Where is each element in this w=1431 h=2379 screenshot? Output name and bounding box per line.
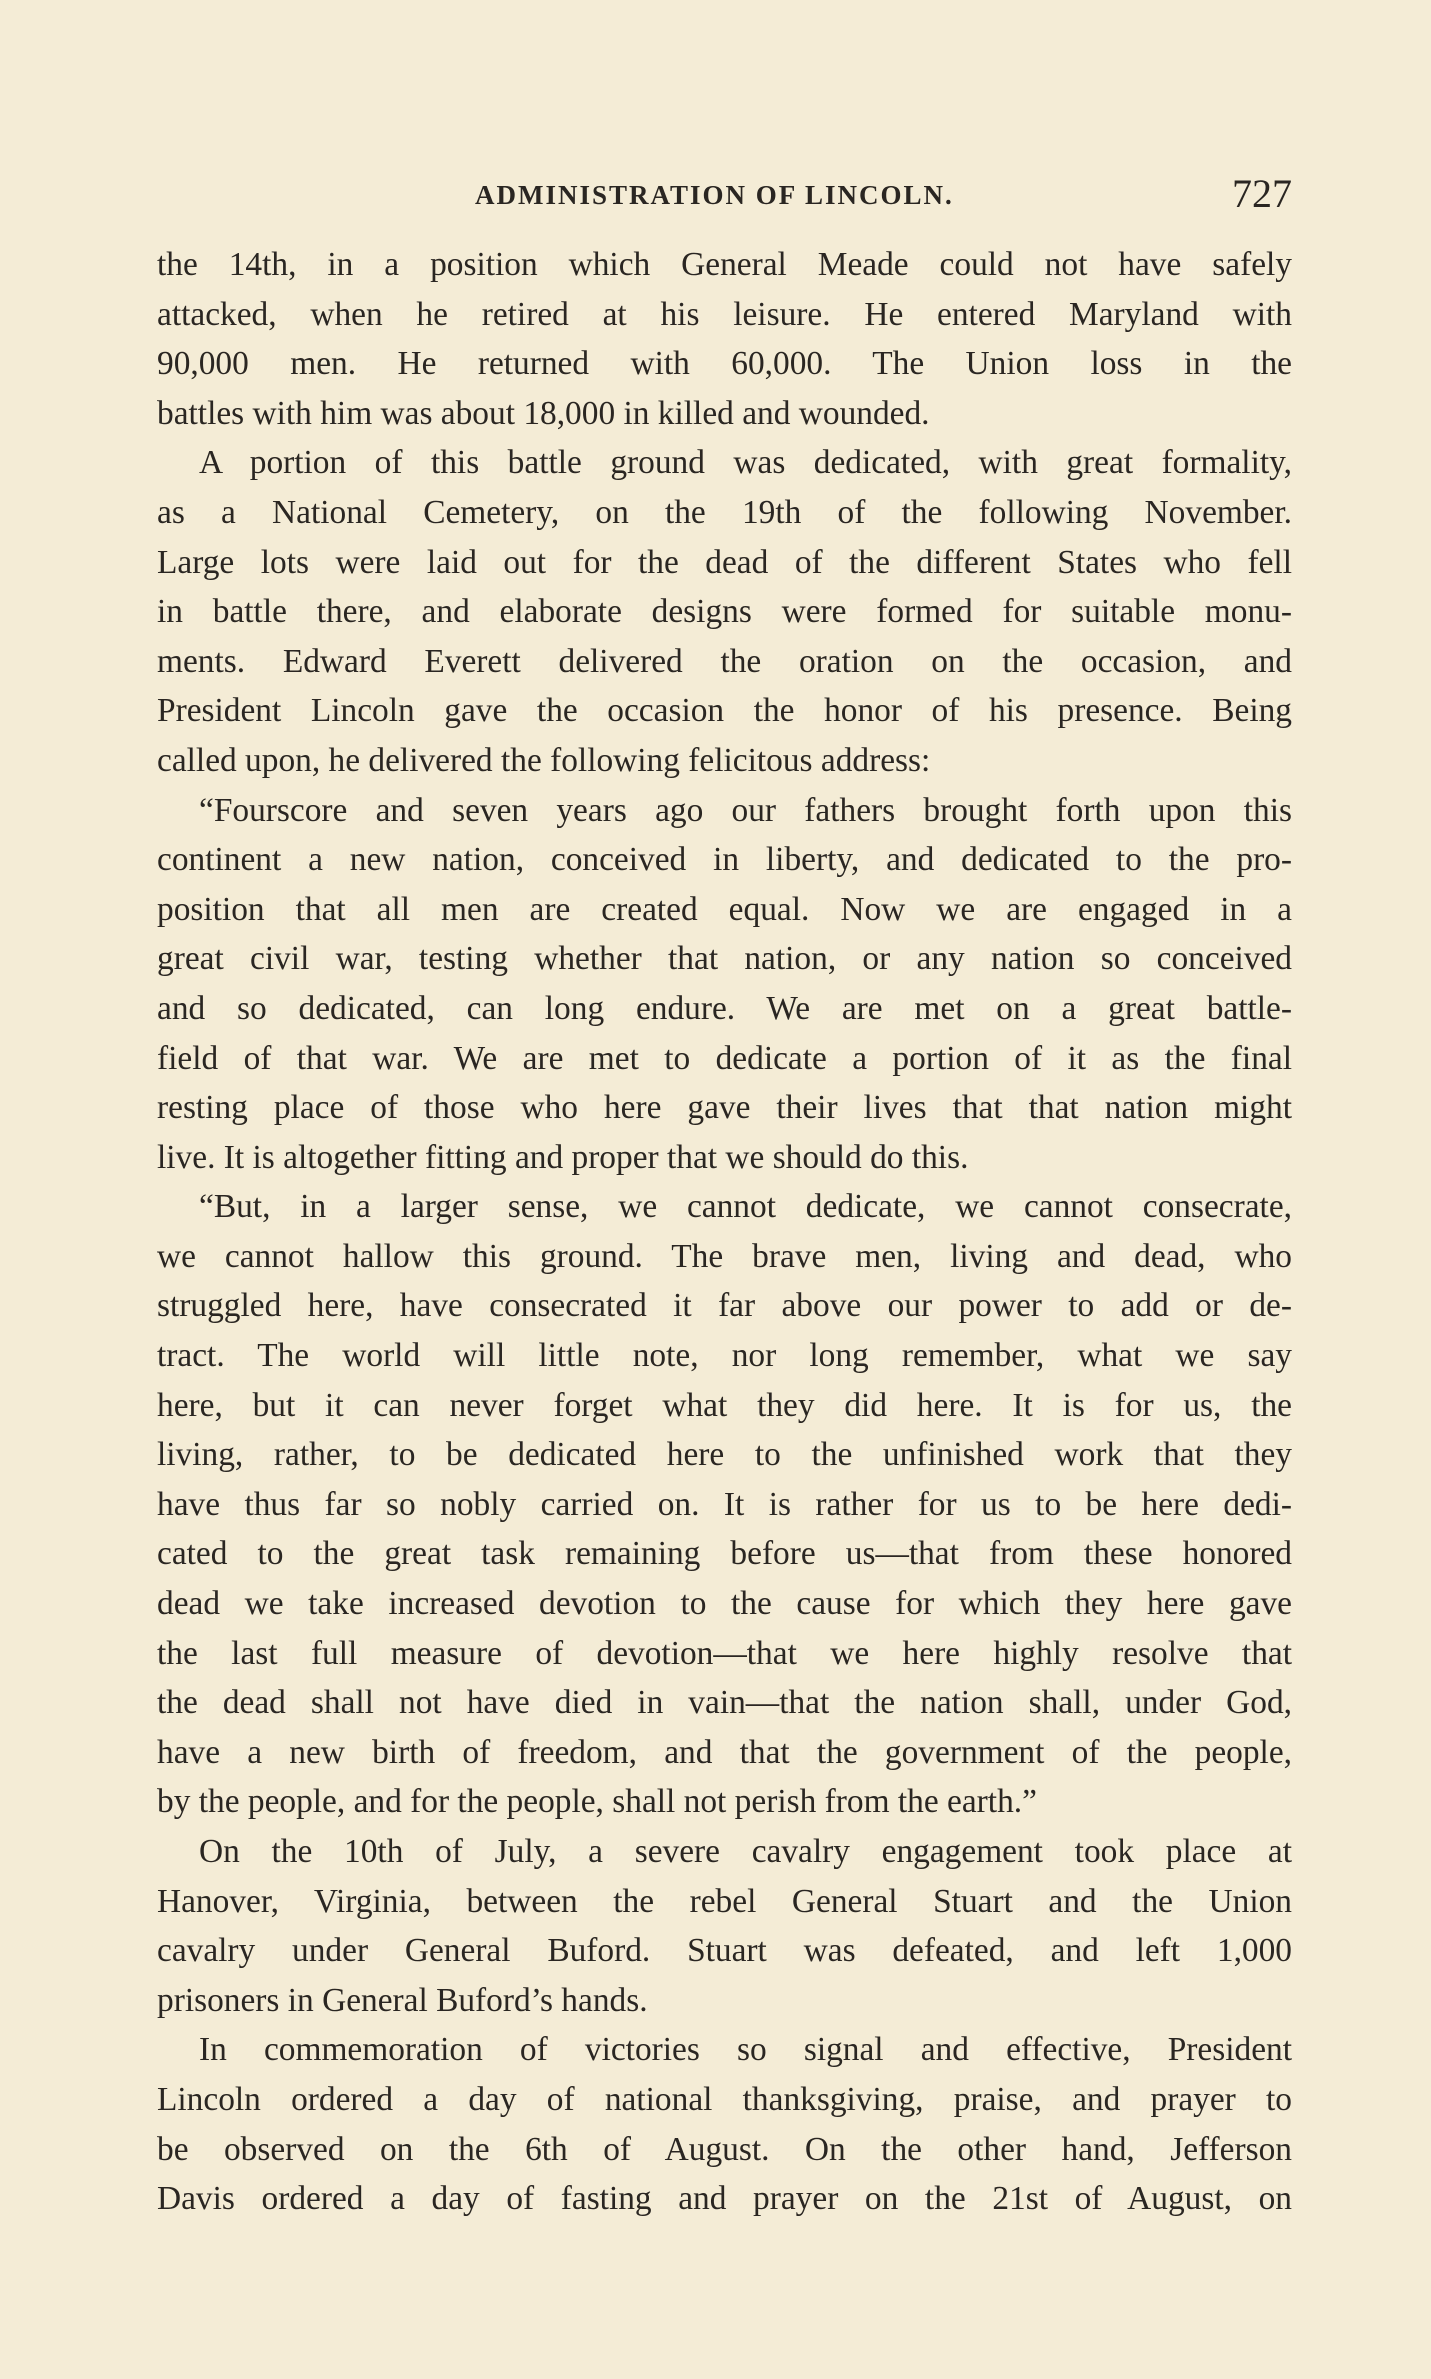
paragraph — [157, 786, 1292, 1183]
text-line: have a new birth of freedom, and that the government of the people, — [157, 1733, 1292, 1771]
text-line: Lincoln ordered a day of national thanksgiving, praise, and prayer to — [157, 2080, 1292, 2118]
text-line: continent a new nation, conceived in liberty, and dedicated to the pro- — [157, 841, 1292, 879]
page-number: 727 — [1232, 171, 1292, 216]
text-line: tract. The world will little note, nor long remember, what we say — [157, 1337, 1292, 1375]
text-line: have thus far so nobly carried on. It is rather for us to be here dedi- — [157, 1485, 1292, 1523]
text-line: we cannot hallow this ground. The brave men, living and dead, who — [157, 1237, 1292, 1275]
text-line: called upon, he delivered the following felicitous address: — [157, 741, 931, 779]
text-line: in battle there, and elaborate designs were formed for suitable monu- — [157, 593, 1292, 631]
text-line: prisoners in General Buford’s hands. — [157, 1981, 648, 2019]
text-line: “But, in a larger sense, we cannot dedicate, we cannot consecrate, — [199, 1188, 1292, 1226]
text-line: 90,000 men. He returned with 60,000. The Union loss in the — [157, 345, 1292, 383]
paragraph — [157, 1827, 1292, 2025]
text-line: cated to the great task remaining before us—that from these honored — [157, 1535, 1292, 1573]
text-line: living, rather, to be dedicated here to the unfinished work that they — [157, 1436, 1292, 1474]
text-line: field of that war. We are met to dedicate a portion of it as the final — [157, 1039, 1292, 1077]
text-line: cavalry under General Buford. Stuart was defeated, and left 1,000 — [157, 1932, 1292, 1970]
text-line: Hanover, Virginia, between the rebel General Stuart and the Union — [157, 1882, 1292, 1920]
text-line: ments. Edward Everett delivered the oration on the occasion, and — [157, 642, 1292, 680]
text-line: great civil war, testing whether that nation, or any nation so conceived — [157, 940, 1292, 978]
text-line: live. It is altogether fitting and proper that we should do this. — [157, 1138, 969, 1176]
text-line: struggled here, have consecrated it far above our power to add or de- — [157, 1287, 1292, 1325]
paragraph — [157, 438, 1292, 785]
text-line: In commemoration of victories so signal and effective, President — [199, 2031, 1292, 2069]
text-line: On the 10th of July, a severe cavalry engagement took place at — [199, 1833, 1292, 1870]
paragraph — [157, 240, 1292, 438]
text-line: A portion of this battle ground was dedicated, with great formality, — [199, 444, 1292, 482]
text-line: President Lincoln gave the occasion the honor of his presence. Being — [157, 692, 1292, 730]
text-line: the 14th, in a position which General Meade could not have safely — [157, 246, 1292, 283]
text-line: Davis ordered a day of fasting and prayer on the 21st of August, on — [157, 2180, 1292, 2218]
text-line: by the people, and for the people, shall not perish from the earth.” — [157, 1783, 1037, 1821]
text-line: the last full measure of devotion—that we here highly resolve that — [157, 1634, 1292, 1672]
text-line: “Fourscore and seven years ago our fathers brought forth upon this — [199, 791, 1292, 829]
text-line: position that all men are created equal. Now we are engaged in a — [157, 890, 1292, 928]
text-line: as a National Cemetery, on the 19th of the following November. — [157, 493, 1292, 531]
text-line: the dead shall not have died in vain—that the nation shall, under God, — [157, 1684, 1292, 1722]
running-head: ADMINISTRATION OF LINCOLN. — [475, 180, 954, 210]
text-line: attacked, when he retired at his leisure. He entered Maryland with — [157, 295, 1292, 333]
text-line: here, but it can never forget what they did here. It is for us, the — [157, 1386, 1292, 1424]
text-line: resting place of those who here gave their lives that that nation might — [157, 1089, 1292, 1127]
body-text — [157, 240, 1292, 2224]
text-line: battles with him was about 18,000 in killed and wounded. — [157, 394, 930, 432]
paragraph — [157, 2025, 1292, 2223]
text-line: Large lots were laid out for the dead of the different States who fell — [157, 543, 1292, 581]
text-line: be observed on the 6th of August. On the other hand, Jefferson — [157, 2130, 1292, 2168]
text-line: and so dedicated, can long endure. We are met on a great battle- — [157, 989, 1292, 1027]
text-line: dead we take increased devotion to the cause for which they here gave — [157, 1585, 1292, 1623]
paragraph — [157, 1182, 1292, 1827]
